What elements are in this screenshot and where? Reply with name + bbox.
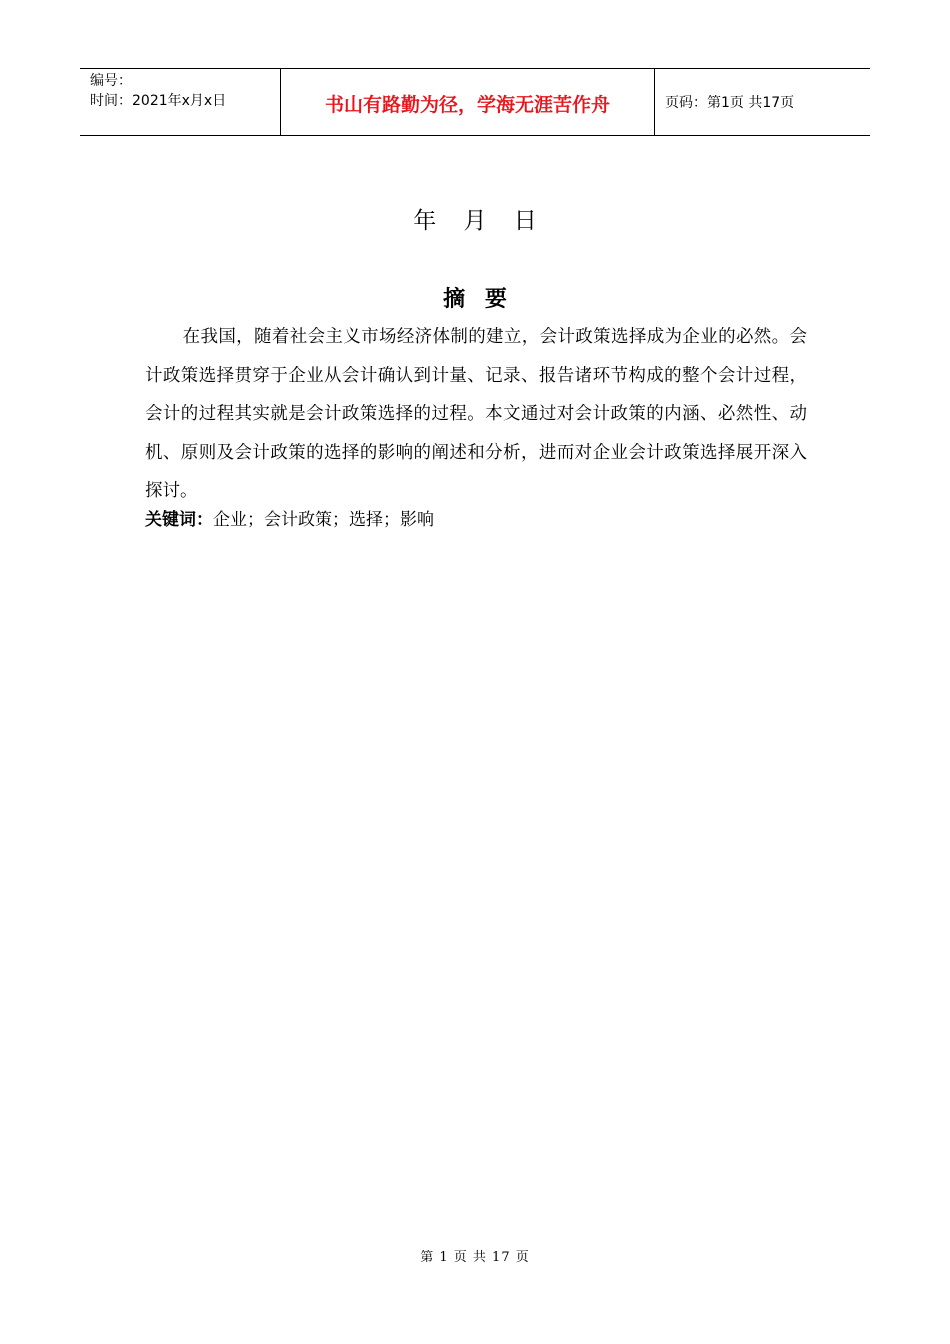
time-label: 时间：2021年x月x日 bbox=[90, 93, 227, 109]
header-page-cell bbox=[655, 69, 870, 135]
header-motto-cell bbox=[281, 69, 655, 135]
motto-text: 书山有路勤为径，学海无涯苦作舟 bbox=[324, 93, 610, 116]
serial-number-label: 编号： bbox=[90, 73, 132, 89]
document-header bbox=[80, 68, 870, 136]
page-footer: 第 1 页 共 17 页 bbox=[420, 1250, 530, 1265]
header-meta-cell bbox=[80, 69, 281, 135]
abstract-body: 在我国，随着社会主义市场经济体制的建立，会计政策选择成为企业的必然。会计政策选择贯穿于企业从会计确认到计量、记录、报告诸环节构成的整个会计过程，会计的过程其实就是会计政策选择的过程。本文通过对会计政策的内涵、必然性、动机、原则及会计政策的选择的影响的阐述和分析，进而对企业会计政策选择展开深入探讨。 bbox=[145, 327, 807, 502]
date-line: 年 月 日 bbox=[413, 208, 547, 234]
keywords-text: 企业；会计政策；选择；影响 bbox=[213, 510, 434, 530]
keywords-line bbox=[145, 506, 434, 534]
keywords-label: 关键词： bbox=[145, 510, 213, 530]
abstract-title: 摘 要 bbox=[443, 287, 513, 312]
page-info: 页码：第1页 共17页 bbox=[665, 95, 795, 111]
